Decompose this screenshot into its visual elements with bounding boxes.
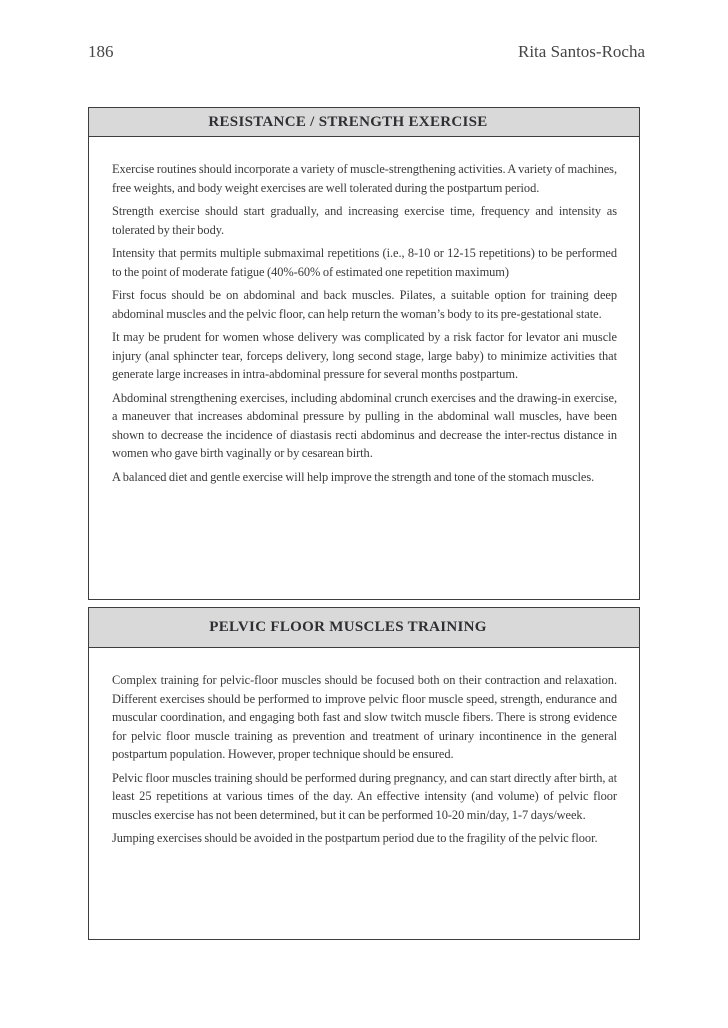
section-title-bar	[89, 608, 639, 648]
paragraph: Exercise routines should incorporate a variety of muscle-strengthening activities. A variety of machines, free weights, and body weight exercises are well tolerated during the postpartum period.	[112, 162, 617, 195]
author-name: Rita Santos-Rocha	[517, 42, 645, 61]
paragraph: It may be prudent for women whose delivery was complicated by a risk factor for levator ani muscle injury (anal sphincter tear, forceps delivery, long second stage, large baby) to minimize activities that generate large increases in intra-abdominal pressure for several months postpartum.	[112, 330, 617, 381]
paragraph: Complex training for pelvic-floor muscles should be focused both on their contraction and relaxation. Different exercises should be performed to improve pelvic floor muscle speed, strength, endurance and muscular coordination, and engaging both fast and slow twitch muscle fibers. There is strong evidence for pelvic floor muscle training as prevention and treatment of urinary incontinence in the general postpartum population. However, proper technique should be ensured.	[112, 673, 617, 761]
section-resistance-strength-exercise	[88, 107, 640, 600]
section-title: PELVIC FLOOR MUSCLES TRAINING	[209, 619, 487, 635]
section-title: RESISTANCE / STRENGTH EXERCISE	[208, 113, 488, 130]
paragraph: Intensity that permits multiple submaximal repetitions (i.e., 8-10 or 12-15 repetitions) to be performed to the point of moderate fatigue (40%-60% of estimated one repetition maximum)	[112, 246, 617, 279]
paragraph: Strength exercise should start gradually, and increasing exercise time, frequency and intensity as tolerated by their body.	[112, 204, 617, 237]
section-body	[89, 648, 639, 941]
section-pelvic-floor-muscles-training	[88, 607, 640, 940]
page-number: 186	[88, 42, 114, 61]
paragraph: Pelvic floor muscles training should be performed during pregnancy, and can start directly after birth, at least 25 repetitions at various times of the day. An effective intensity (and volume) of pelvic floor muscles exercise has not been determined, but it can be performed 10-20 min/day, 1-7 days/week.	[112, 770, 617, 822]
section-title-bar	[89, 108, 639, 137]
paragraph: Jumping exercises should be avoided in the postpartum period due to the fragility of the pelvic floor.	[112, 831, 598, 845]
running-header	[88, 42, 645, 62]
paragraph: A balanced diet and gentle exercise will help improve the strength and tone of the stomach muscles.	[112, 469, 595, 484]
section-body	[89, 137, 639, 600]
paragraph: First focus should be on abdominal and back muscles. Pilates, a suitable option for training deep abdominal muscles and the pelvic floor, can help return the woman’s body to its pre-gestational state.	[112, 288, 617, 321]
paragraph: Abdominal strengthening exercises, including abdominal crunch exercises and the drawing-in exercise, a maneuver that increases abdominal pressure by pulling in the abdominal wall muscles, have been shown to decrease the incidence of diastasis recti abdominus and decrease the inter-rectus distance in women who gave birth vaginally or by cesarean birth.	[112, 390, 617, 460]
